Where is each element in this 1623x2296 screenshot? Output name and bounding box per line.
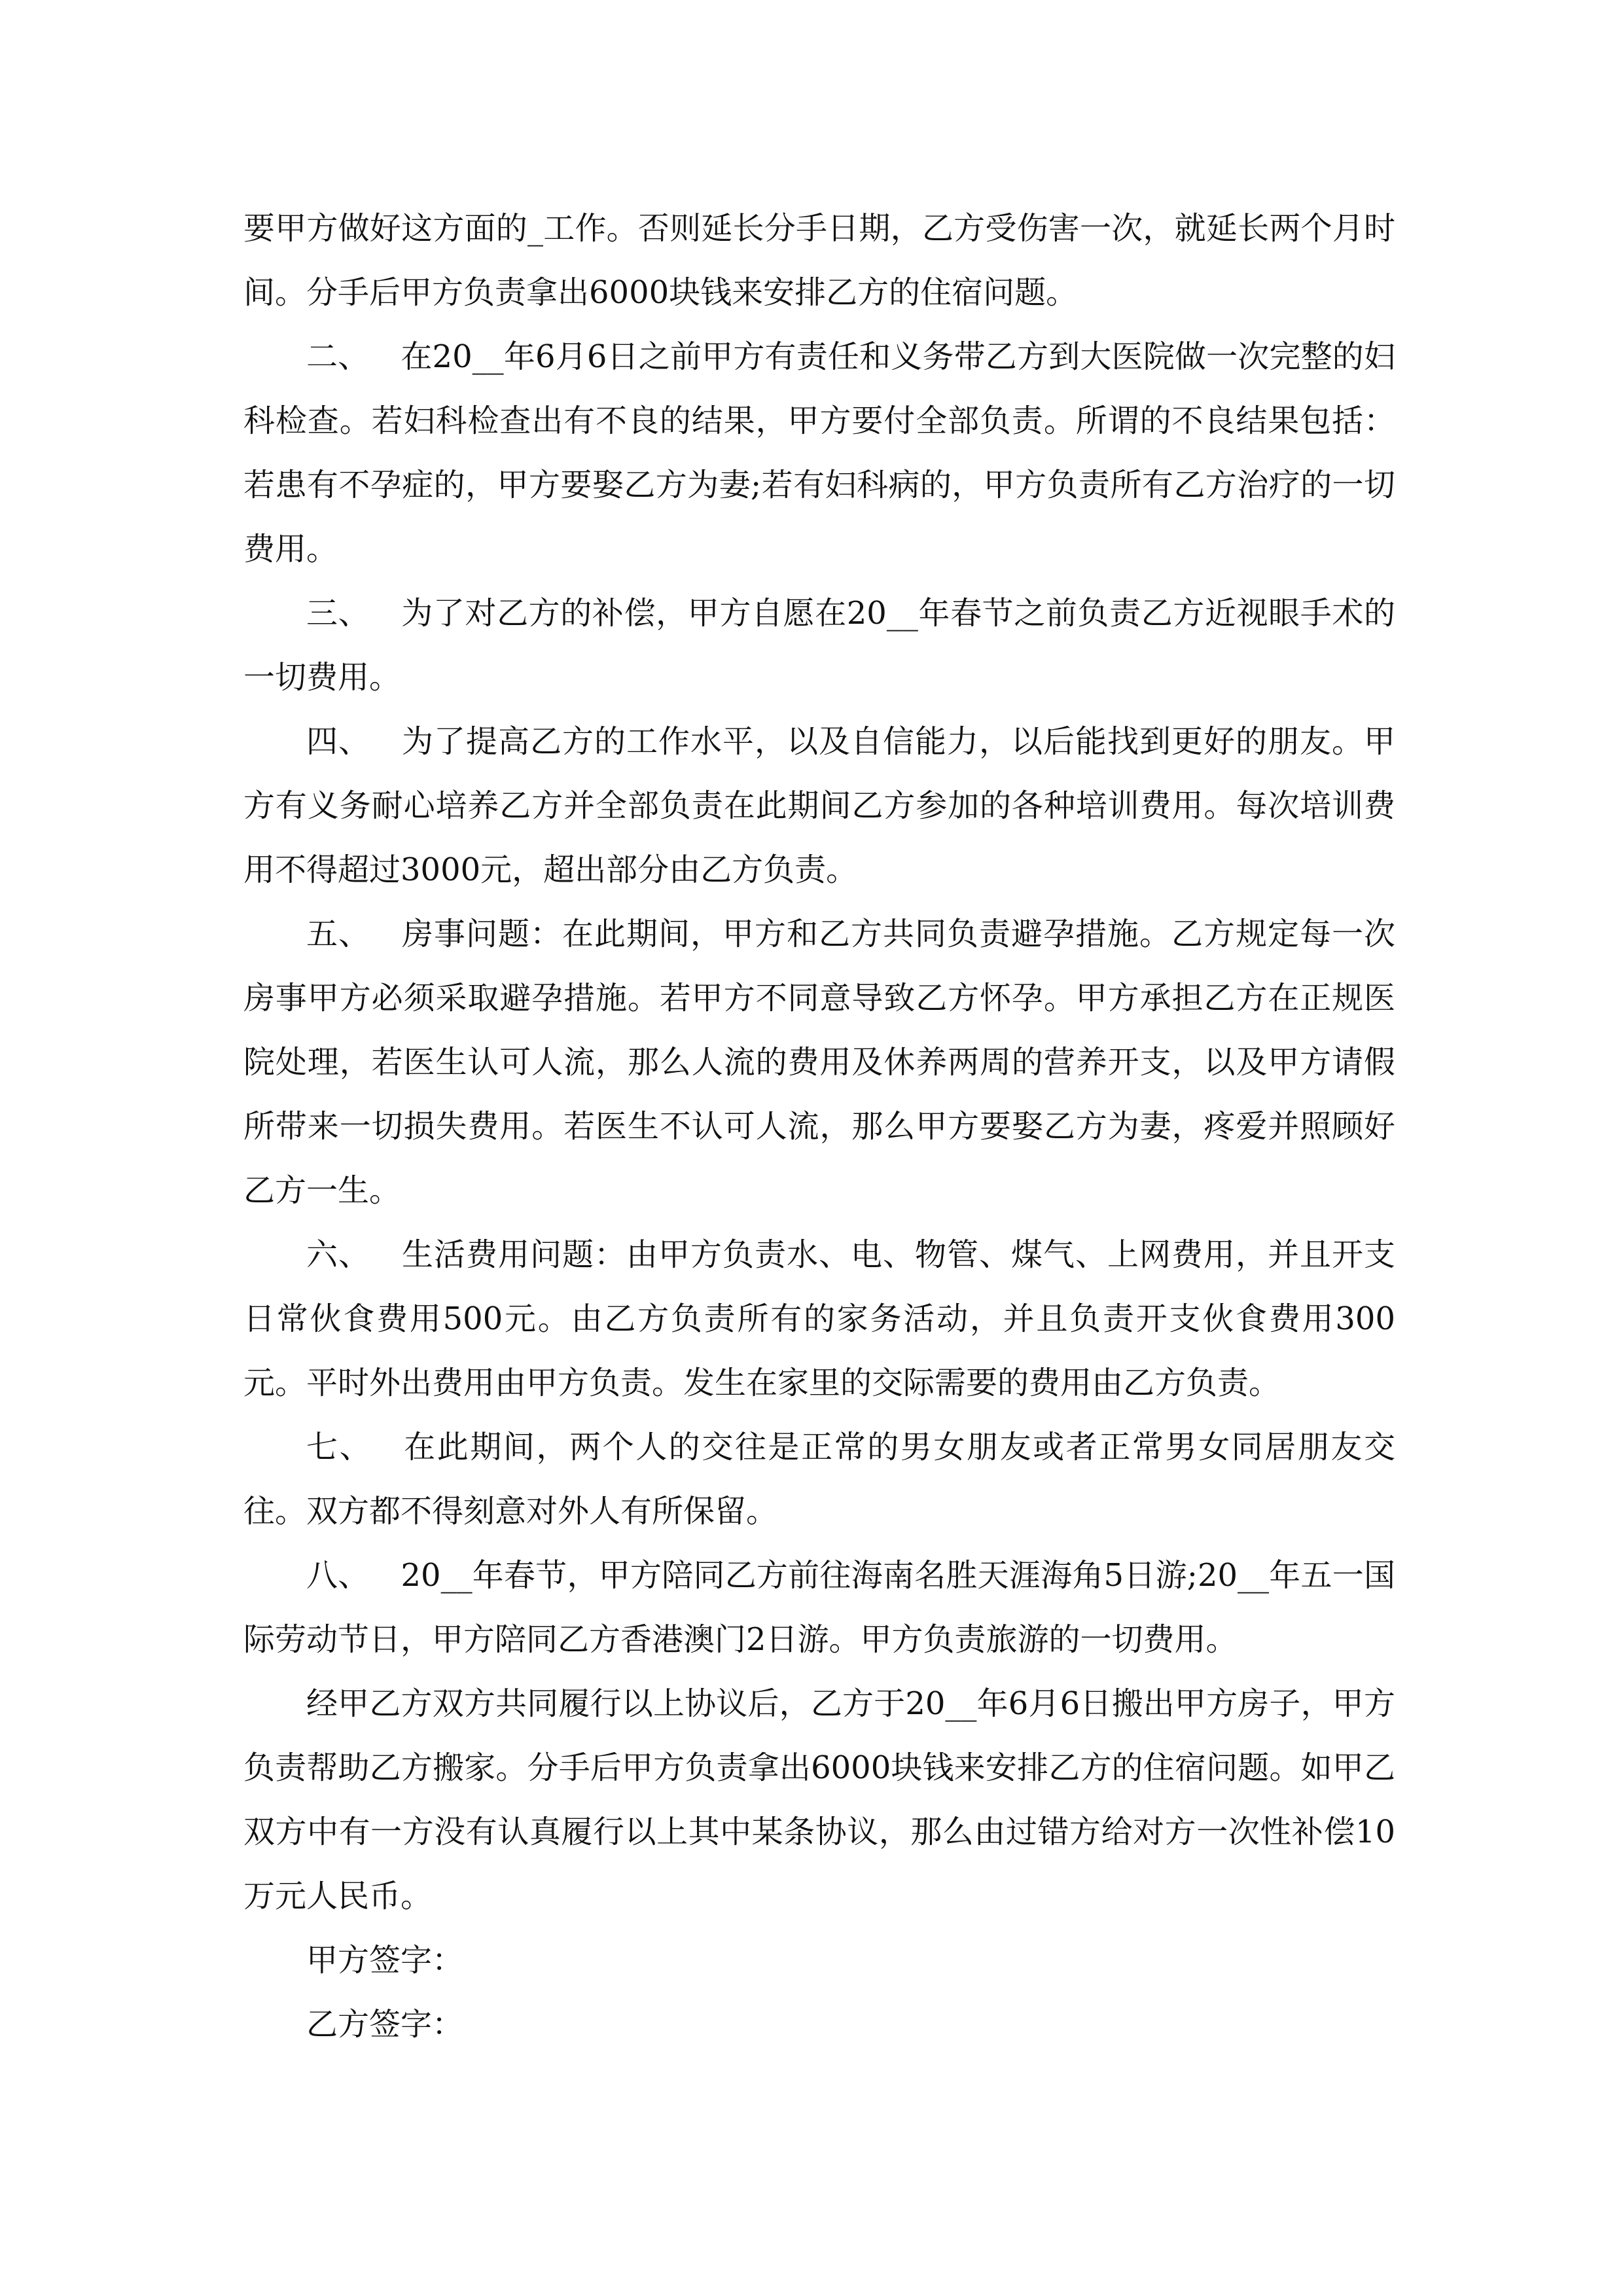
clause-text: 为了对乙方的补偿，甲方自愿在20__年春节之前负责乙方近视眼手术的一切费用。 [243,595,1395,696]
clause-text: 20__年春节，甲方陪同乙方前往海南名胜天涯海角5日游;20__年五一国际劳动节日，甲方陪同乙方香港澳门2日游。甲方负责旅游的一切费用。 [243,1557,1395,1658]
clause-3 [243,581,1395,709]
clause-7 [243,1415,1395,1543]
clause-number: 六、 [306,1236,370,1273]
clause-6 [243,1223,1395,1415]
clause-text: 房事问题：在此期间，甲方和乙方共同负责避孕措施。乙方规定每一次房事甲方必须采取避孕措施。若甲方不同意导致乙方怀孕。甲方承担乙方在正规医院处理，若医生认可人流，那么人流的费用及休养两周的营养开支，以及甲方请假所带来一切损失费用。若医生不认可人流，那么甲方要娶乙方为妻，疼爱并照顾好乙方一生。 [243,916,1395,1209]
clause-number: 三、 [306,595,370,632]
paragraph-text: 要甲方做好这方面的_工作。否则延长分手日期，乙方受伤害一次，就延长两个月时间。分手后甲方负责拿出6000块钱来安排乙方的住宿问题。 [243,210,1395,311]
clause-2 [243,325,1395,581]
clause-number: 七、 [306,1429,373,1465]
clause-4 [243,709,1395,902]
clause-8 [243,1543,1395,1672]
paragraph-text: 经甲乙方双方共同履行以上协议后，乙方于20__年6月6日搬出甲方房子，甲方负责帮助乙方搬家。分手后甲方负责拿出6000块钱来安排乙方的住宿问题。如甲乙双方中有一方没有认真履行以上其中某条协议，那么由过错方给对方一次性补偿10万元人民币。 [243,1685,1395,1914]
clause-text: 为了提高乙方的工作水平，以及自信能力，以后能找到更好的朋友。甲方有义务耐心培养乙方并全部负责在此期间乙方参加的各种培训费用。每次培训费用不得超过3000元，超出部分由乙方负责。 [243,723,1395,888]
document-page [243,196,1395,2056]
party-a-signature: 甲方签字： [306,1942,464,1979]
closing-paragraph [243,1672,1395,1928]
clause-text: 生活费用问题：由甲方负责水、电、物管、煤气、上网费用，并且开支日常伙食费用500元。由乙方负责所有的家务活动，并且负责开支伙食费用300元。平时外出费用由甲方负责。发生在家里的交际需要的费用由乙方负责。 [243,1236,1395,1401]
clause-number: 二、 [306,338,370,375]
clause-number: 五、 [306,916,370,952]
clause-number: 四、 [306,723,370,760]
paragraph-continued [243,196,1395,325]
clause-number: 八、 [306,1557,370,1594]
clause-text: 在此期间，两个人的交往是正常的男女朋友或者正常男女同居朋友交往。双方都不得刻意对外人有所保留。 [243,1429,1395,1530]
party-b-signature: 乙方签字： [306,2006,464,2043]
clause-text: 在20__年6月6日之前甲方有责任和义务带乙方到大医院做一次完整的妇科检查。若妇科检查出有不良的结果，甲方要付全部负责。所谓的不良结果包括：若患有不孕症的，甲方要娶乙方为妻;若有妇科病的，甲方负责所有乙方治疗的一切费用。 [243,338,1395,567]
clause-5 [243,902,1395,1223]
